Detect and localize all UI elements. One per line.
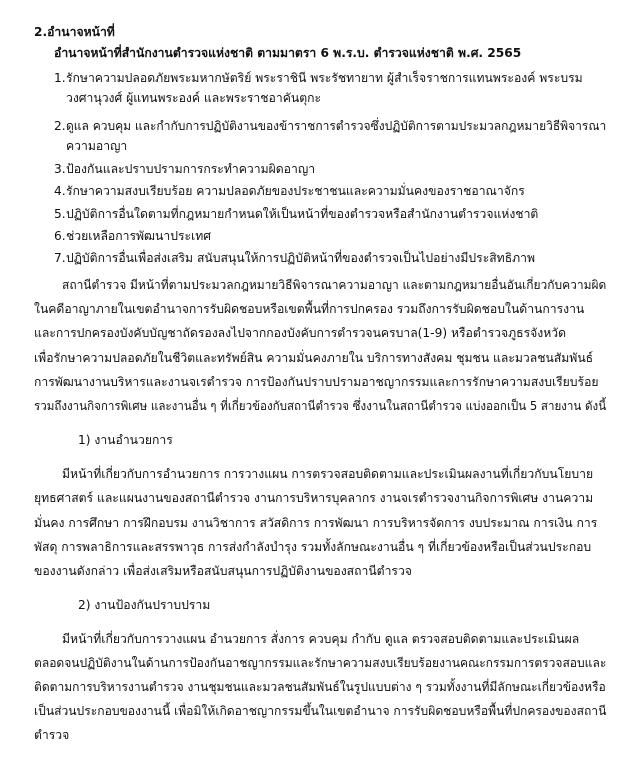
duty-line: ปฏิบัติการอื่นเพื่อส่งเสริม สนับสนุนให้การปฏิบัติหน้าที่ของตำรวจเป็นไปอย่างมีประสิทธิภาพ bbox=[66, 251, 536, 265]
duty-number: 6. bbox=[54, 229, 66, 243]
section-heading: 2) งานป้องกันปราบปราม bbox=[78, 598, 211, 612]
subtitle: อำนาจหน้าที่สำนักงานตำรวจแห่งชาติ ตามมาตรา 6 พ.ร.บ. ตำรวจแห่งชาติ พ.ศ. 2565 bbox=[54, 46, 522, 60]
duty-number: 4. bbox=[54, 184, 66, 198]
section-title: 2.อำนาจหน้าที่ bbox=[34, 25, 115, 39]
duty-line: ความอาญา bbox=[66, 139, 128, 153]
section-line: ตลอดจนปฏิบัติงานในด้านการป้องกันอาชญากรรมและรักษาความสงบเรียบร้อยงานคณะกรรมการตรวจสอบและ bbox=[34, 656, 607, 670]
section-line: ยุทธศาสตร์ และแผนงานของสถานีตำรวจ งานการบริหารบุคลากร งานจเรตำรวจงานกิจการพิเศษ งานความ bbox=[34, 491, 594, 505]
duty-line: วงศานุวงศ์ ผู้แทนพระองค์ และพระราชอาคันตุกะ bbox=[66, 91, 322, 105]
paragraph-line: และการปกครองบังคับบัญชาถัดรองลงไปจากกองบังคับการตำรวจนครบาล(1-9) หรือตำรวจภูธรจังหวัด bbox=[34, 326, 567, 340]
paragraph-line: เพื่อรักษาความปลอดภัยในชีวิตและทรัพย์สิน ความมั่นคงภายใน บริการทางสังคม ชุมชน และมวลชนสัมพันธ์ bbox=[34, 351, 594, 365]
duty-number: 3. bbox=[54, 162, 66, 176]
section-line: ติดตามการบริหารงานตำรวจ งานชุมชนและมวลชนสัมพันธ์ในรูปแบบต่าง ๆ รวมทั้งงานที่มีลักษณะเกี่ยวข้องหรือ bbox=[34, 680, 606, 694]
duty-line: ป้องกันและปราบปรามการกระทำความผิดอาญา bbox=[66, 162, 316, 176]
section-line: เป็นส่วนประกอบของงานนี้ เพื่อมิให้เกิดอาชญากรรมขึ้นในเขตอำนาจ การรับผิดชอบหรือพื้นที่ปกครองของสถานี bbox=[34, 704, 607, 718]
section-line: พัสดุ การพลาธิการและสรรพาวุธ การส่งกำลังบำรุง รวมทั้งลักษณะงานอื่น ๆ ที่เกี่ยวข้องหรือเป็นส่วนประกอบ bbox=[34, 540, 592, 554]
duty-line: ดูแล ควบคุม และกำกับการปฏิบัติงานของข้าราชการตำรวจซึ่งปฏิบัติการตามประมวลกฎหมายวิธีพิจารณา bbox=[66, 119, 607, 133]
duty-number: 1. bbox=[54, 71, 66, 85]
duty-number: 5. bbox=[54, 207, 66, 221]
section-line: ตำรวจ bbox=[34, 728, 70, 742]
duty-number: 7. bbox=[54, 251, 66, 265]
paragraph-line: การพัฒนางานบริหารและงานจเรตำรวจ การป้องกันปราบปรามอาชญากรรมและการรักษาความสงบเรียบร้อย bbox=[34, 375, 599, 389]
section-line: ของงานดังกล่าว เพื่อส่งเสริมหรือสนับสนุนการปฏิบัติงานของสถานีตำรวจ bbox=[34, 564, 412, 578]
duty-line: ปฏิบัติการอื่นใดตามที่กฎหมายกำหนดให้เป็นหน้าที่ของตำรวจหรือสำนักงานตำรวจแห่งชาติ bbox=[66, 207, 539, 221]
paragraph-line: ในคดีอาญาภายในเขตอำนาจการรับผิดชอบหรือเขตพื้นที่การปกครอง รวมถึงการรับผิดชอบในด้านการงาน bbox=[34, 302, 585, 316]
paragraph-line: สถานีตำรวจ มีหน้าที่ตามประมวลกฎหมายวิธีพิจารณาความอาญา และตามกฎหมายอื่นอันเกี่ยวกับความผิด bbox=[62, 278, 607, 292]
section-line: มีหน้าที่เกี่ยวกับการอำนวยการ การวางแผน การตรวจสอบติดตามและประเมินผลงานที่เกี่ยวกับนโยบาย bbox=[62, 467, 594, 481]
section-line: มีหน้าที่เกี่ยวกับการวางแผน อำนวยการ สั่งการ ควบคุม กำกับ ดูแล ตรวจสอบติดตามและประเมินผล bbox=[62, 632, 580, 646]
section-heading: 1) งานอำนวยการ bbox=[78, 433, 173, 447]
duty-line: รักษาความสงบเรียบร้อย ความปลอดภัยของประชาชนและความมั่นคงของราชอาณาจักร bbox=[66, 184, 525, 198]
section-line: มั่นคง การศึกษา การฝึกอบรม งานวิชาการ สวัสดิการ การพัฒนา การบริหารจัดการ งบประมาณ การเงิน การ bbox=[34, 516, 598, 530]
duty-line: ช่วยเหลือการพัฒนาประเทศ bbox=[66, 229, 211, 243]
duty-line: รักษาความปลอดภัยพระมหากษัตริย์ พระราชินี พระรัชทายาท ผู้สำเร็จราชการแทนพระองค์ พระบรม bbox=[66, 71, 583, 85]
duty-number: 2. bbox=[54, 119, 66, 133]
paragraph-line: รวมถึงงานกิจการพิเศษ และงานอื่น ๆ ที่เกี่ยวข้องกับสถานีตำรวจ ซึ่งงานในสถานีตำรวจ แบ่งออกเป็น 5 สายงาน ดังนี้ bbox=[34, 399, 607, 413]
